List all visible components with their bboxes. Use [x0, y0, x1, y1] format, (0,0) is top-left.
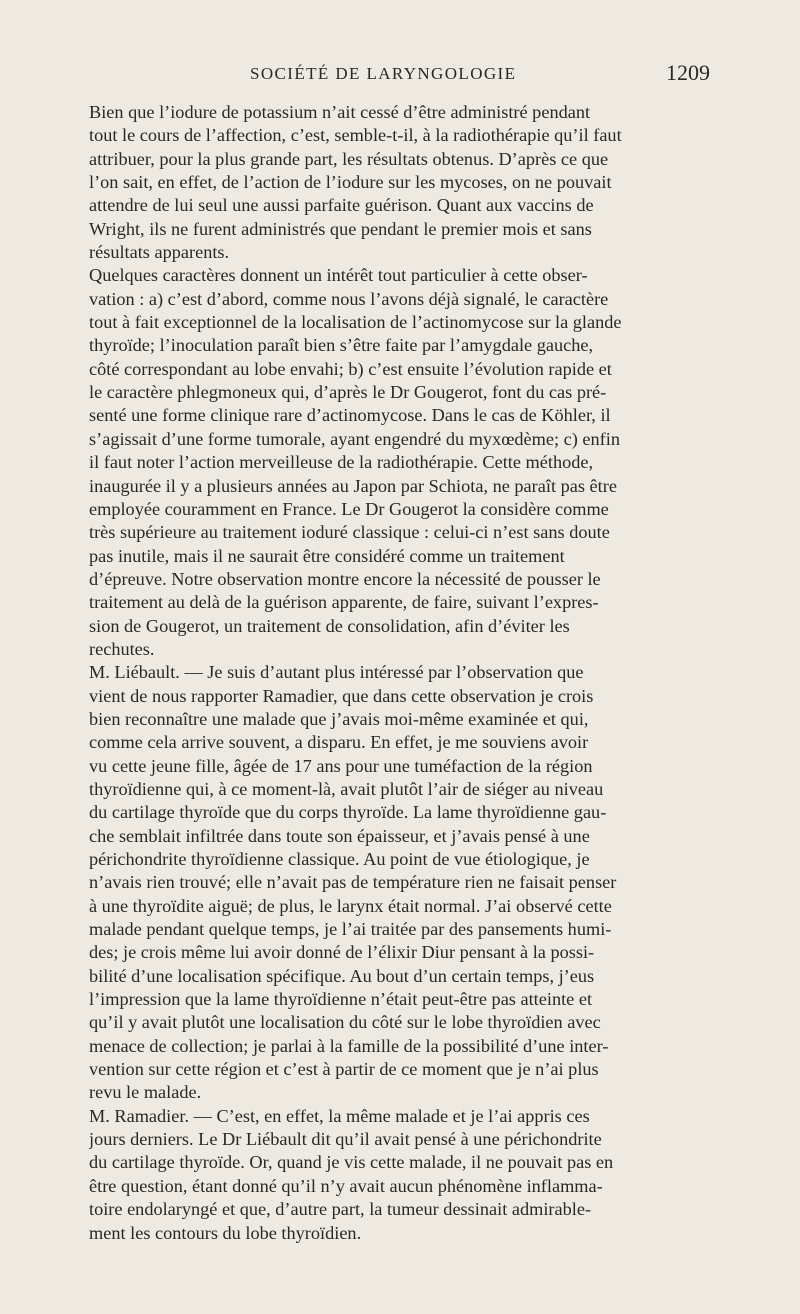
text-line: malade pendant quelque temps, je l’ai traitée par des pansements humi-: [89, 919, 612, 940]
paragraph-2: [89, 264, 711, 661]
text-line: Bien que l’iodure de potassium n’ait cessé d’être administré pendant: [89, 102, 591, 122]
text-line: M. Liébault. — Je suis d’autant plus intéressé par l’observation que: [89, 662, 584, 683]
running-title: SOCIÉTÉ DE LARYNGOLOGIE: [250, 64, 517, 83]
text-line: très supérieure au traitement ioduré classique : celui-ci n’est sans doute: [89, 522, 610, 543]
paragraph-1: [89, 101, 711, 264]
text-line: résultats apparents.: [89, 242, 230, 263]
text-line: Wright, ils ne furent administrés que pendant le premier mois et sans: [89, 218, 592, 239]
text-line: n’avais rien trouvé; elle n’avait pas de température rien ne faisait penser: [89, 872, 617, 893]
text-line: attribuer, pour la plus grande part, les résultats obtenus. D’après ce que: [89, 148, 609, 169]
text-line: inaugurée il y a plusieurs années au Japon par Schiota, ne paraît pas être: [89, 475, 617, 496]
text-line: bien reconnaître une malade que j’avais moi-même examinée et qui,: [89, 708, 589, 729]
text-line: revu le malade.: [89, 1082, 202, 1103]
paragraph-3: [89, 661, 711, 1105]
text-line: jours derniers. Le Dr Liébault dit qu’il avait pensé à une périchondrite: [89, 1129, 602, 1150]
text-line: pas inutile, mais il ne saurait être considéré comme un traitement: [89, 545, 565, 566]
text-line: l’on sait, en effet, de l’action de l’iodure sur les mycoses, on ne pouvait: [89, 172, 612, 193]
paragraph-4: [89, 1105, 711, 1245]
text-line: attendre de lui seul une aussi parfaite guérison. Quant aux vaccins de: [89, 195, 594, 216]
text-line: ment les contours du lobe thyroïdien.: [89, 1222, 362, 1243]
text-line: bilité d’une localisation spécifique. Au bout d’un certain temps, j’eus: [89, 965, 595, 986]
text-line: rechutes.: [89, 638, 155, 659]
text-line: thyroïdienne qui, à ce moment-là, avait plutôt l’air de siéger au niveau: [89, 778, 604, 799]
text-line: à une thyroïdite aiguë; de plus, le larynx était normal. J’ai observé cette: [89, 895, 612, 916]
text-line: vient de nous rapporter Ramadier, que dans cette observation je crois: [89, 685, 594, 706]
text-line: il faut noter l’action merveilleuse de la radiothérapie. Cette méthode,: [89, 452, 594, 473]
page-header: [90, 60, 710, 90]
text-line: menace de collection; je parlai à la famille de la possibilité d’une inter-: [89, 1035, 609, 1056]
text-line: vu cette jeune fille, âgée de 17 ans pour une tuméfaction de la région: [89, 755, 593, 776]
text-line: du cartilage thyroïde que du corps thyroïde. La lame thyroïdienne gau-: [89, 802, 607, 823]
text-line: thyroïde; l’inoculation paraît bien s’être faite par l’amygdale gauche,: [89, 335, 594, 356]
body-text: [89, 101, 711, 1245]
text-line: sion de Gougerot, un traitement de consolidation, afin d’éviter les: [89, 615, 570, 636]
text-line: Quelques caractères donnent un intérêt tout particulier à cette obser-: [89, 265, 588, 286]
text-line: côté correspondant au lobe envahi; b) c’est ensuite l’évolution rapide et: [89, 358, 612, 379]
text-line: toire endolaryngé et que, d’autre part, la tumeur dessinait admirable-: [89, 1199, 592, 1220]
text-line: d’épreuve. Notre observation montre encore la nécessité de pousser le: [89, 568, 601, 589]
text-line: qu’il y avait plutôt une localisation du côté sur le lobe thyroïdien avec: [89, 1012, 601, 1033]
text-line: l’impression que la lame thyroïdienne n’était peut-être pas atteinte et: [89, 989, 593, 1010]
text-line: vention sur cette région et c’est à partir de ce moment que je n’ai plus: [89, 1059, 599, 1080]
text-line: che semblait infiltrée dans toute son épaisseur, et j’avais pensé à une: [89, 825, 590, 846]
text-line: tout à fait exceptionnel de la localisation de l’actinomycose sur la glande: [89, 312, 622, 333]
page-number: 1209: [666, 60, 710, 85]
text-line: s’agissait d’une forme tumorale, ayant engendré du myxœdème; c) enfin: [89, 428, 620, 449]
text-line: senté une forme clinique rare d’actinomycose. Dans le cas de Köhler, il: [89, 405, 611, 426]
text-line: le caractère phlegmoneux qui, d’après le Dr Gougerot, font du cas pré-: [89, 382, 607, 403]
text-line: vation : a) c’est d’abord, comme nous l’avons déjà signalé, le caractère: [89, 288, 609, 309]
text-line: traitement au delà de la guérison apparente, de faire, suivant l’expres-: [89, 592, 599, 613]
text-line: tout le cours de l’affection, c’est, semble-t-il, à la radiothérapie qu’il faut: [89, 125, 622, 146]
text-line: périchondrite thyroïdienne classique. Au point de vue étiologique, je: [89, 849, 590, 869]
text-line: des; je crois même lui avoir donné de l’élixir Diur pensant à la possi-: [89, 942, 595, 963]
text-line: du cartilage thyroïde. Or, quand je vis cette malade, il ne pouvait pas en: [89, 1152, 614, 1173]
text-line: comme cela arrive souvent, a disparu. En effet, je me souviens avoir: [89, 732, 589, 753]
text-line: employée couramment en France. Le Dr Gougerot la considère comme: [89, 498, 609, 519]
text-line: être question, étant donné qu’il n’y avait aucun phénomène inflamma-: [89, 1175, 603, 1196]
text-line: M. Ramadier. — C’est, en effet, la même malade et je l’ai appris ces: [89, 1105, 590, 1126]
